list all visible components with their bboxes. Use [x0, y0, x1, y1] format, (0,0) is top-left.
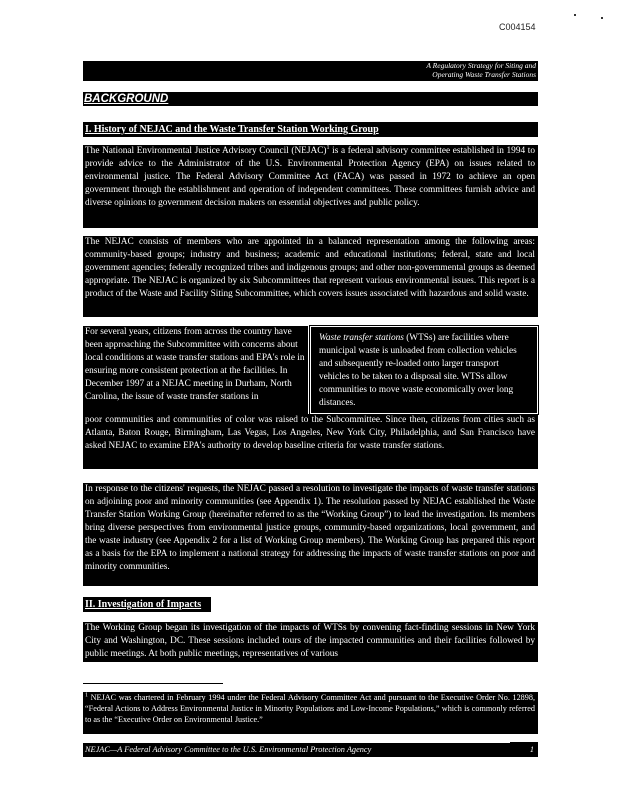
scan-speck [574, 14, 576, 16]
page-footer [83, 743, 538, 757]
paragraph-nejac-membership: The NEJAC consists of members who are appointed in a balanced representation among the following areas: community-based groups; industry and business; academic and educational institutions; federal, state and local government agencies; federally recognized tribes and indigenous groups; and other non-governmental groups as deemed appropriate. The NEJAC is organized by six Subcommittees that represent various environmental issues. This report is a product of the Waste and Facility Siting Subcommittee, which covers issues associated with hazardous and solid waste. [83, 236, 538, 317]
paragraph-text: The National Environmental Justice Advisory Council (NEJAC) [85, 146, 327, 156]
heading-history: I. History of NEJAC and the Waste Transfer Station Working Group [83, 122, 538, 137]
footnote-text: NEJAC was chartered in February 1994 under the Federal Advisory Committee Act and pursuant to the Executive Order No. 12898, “Federal Actions to Address Environmental Justice in Minority Populations and Low-Income Populations,” which is commonly referred to as the “Executive Order on Environmental Justice.” [85, 693, 535, 724]
sidebar-term: Waste transfer stations [319, 333, 404, 343]
paragraph-text: is a federal advisory committee established in 1994 to provide advice to the Administrator of the U.S. Environmental Protection Agency (EPA) on issues related to environmental justice. The Federal Advisory Committee Act (FACA) was passed in 1972 to achieve an open government through the establishment and operation of independent committees. These committees furnish advice and diverse opinions to government decision makers on essential objectives and public policy. [85, 146, 535, 208]
paragraph-citizen-concerns-cont: poor communities and communities of color was raised to the Subcommittee. Since then, citizens from cities such as Atlanta, Baton Rouge, Birmingham, Las Vegas, Los Angeles, New York City, Philadelphia, and San Francisco have asked NEJAC to examine EPA's authority to develop baseline criteria for waste transfer stations. [83, 414, 538, 469]
running-header-line: A Regulatory Strategy for Siting and [426, 61, 536, 70]
definition-sidebar [310, 326, 538, 414]
paragraph-nejac-intro [83, 145, 538, 228]
footnote [83, 692, 538, 734]
heading-investigation: II. Investigation of Impacts [83, 597, 211, 612]
paragraph-investigation: The Working Group began its investigation of the impacts of WTSs by convening fact-finding sessions in New York City and Washington, DC. These sessions included tours of the impacted communities and their facilities followed by public meetings. At both public meetings, representatives of various [83, 622, 538, 662]
footer-text: NEJAC—A Federal Advisory Committee to the U.S. Environmental Protection Agency [85, 745, 372, 754]
running-header [336, 61, 536, 79]
document-id: C004154 [499, 22, 536, 32]
scan-speck [601, 17, 603, 19]
paragraph-working-group: In response to the citizens' requests, the NEJAC passed a resolution to investigate the impacts of waste transfer stations on adjoining poor and minority communities (see Appendix 1). The resolution passed by NEJAC established the Waste Transfer Station Working Group (hereinafter referred to as the “Working Group”) to lead the investigation. Its members bring diverse perspectives from environmental justice groups, community-based organizations, local government, and the waste industry (see Appendix 2 for a list of Working Group members). The Working Group has prepared this report as a basis for the EPA to implement a national strategy for addressing the impacts of waste transfer stations on poor and minority communities. [83, 483, 538, 586]
section-title: BACKGROUND [83, 92, 538, 106]
footnote-marker: 1 [326, 144, 330, 151]
paragraph-citizen-concerns: For several years, citizens from across the country have been approaching the Subcommittee with concerns about local conditions at waste transfer stations and EPA's role in ensuring more consistent protection at the facilities. In December 1997 at a NEJAC meeting in Durham, North Carolina, the issue of waste transfer stations in [83, 326, 308, 414]
footnote-number: 1 [85, 692, 88, 699]
running-header-line: Operating Waste Transfer Stations [432, 70, 536, 79]
page-number: 1 [529, 745, 534, 754]
sidebar-text: (WTSs) are facilities where municipal waste is unloaded from collection vehicles and subsequently re-loaded onto larger transport vehicles to be taken to a disposal site. WTSs allow communities to move waste economically over long distances. [319, 333, 517, 408]
footnote-divider [83, 683, 223, 684]
